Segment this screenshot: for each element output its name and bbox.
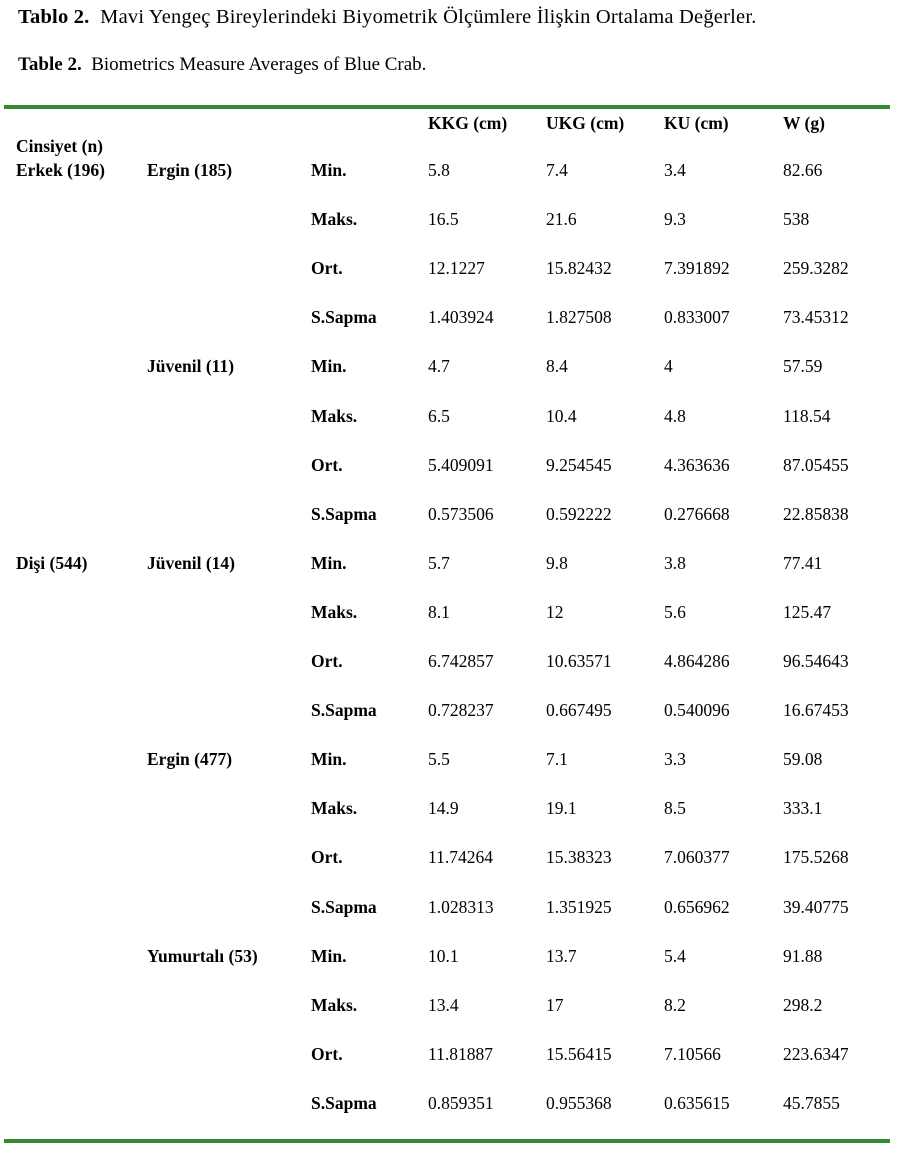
value-cell: 39.40775	[783, 897, 849, 917]
caption-text: Biometrics Measure Averages of Blue Crab.	[91, 54, 427, 75]
stat-label: S.Sapma	[311, 504, 377, 524]
stat-label: Ort.	[311, 258, 343, 278]
value-cell: 0.592222	[546, 504, 612, 524]
stat-label: Min.	[311, 356, 347, 376]
value-cell: 298.2	[783, 995, 823, 1015]
stat-label: Ort.	[311, 455, 343, 475]
group-label: Jüvenil (14)	[147, 553, 235, 573]
value-cell: 5.5	[428, 749, 450, 769]
group-header: Cinsiyet (n)	[16, 136, 104, 156]
stat-label: S.Sapma	[311, 307, 377, 327]
value-cell: 6.5	[428, 406, 450, 426]
value-cell: 22.85838	[783, 504, 849, 524]
value-cell: 0.859351	[428, 1093, 494, 1113]
value-cell: 3.4	[664, 160, 686, 180]
value-cell: 15.56415	[546, 1044, 612, 1064]
table-caption-english	[18, 54, 426, 76]
value-cell: 15.38323	[546, 847, 612, 867]
value-cell: 4	[664, 356, 673, 376]
stat-label: Maks.	[311, 209, 358, 229]
value-cell: 16.67453	[783, 700, 849, 720]
value-cell: 0.573506	[428, 504, 494, 524]
value-cell: 0.833007	[664, 307, 730, 327]
value-cell: 3.3	[664, 749, 686, 769]
value-cell: 9.8	[546, 553, 568, 573]
value-cell: 223.6347	[783, 1044, 849, 1064]
value-cell: 57.59	[783, 356, 823, 376]
stat-label: S.Sapma	[311, 1093, 377, 1113]
value-cell: 96.54643	[783, 651, 849, 671]
stat-label: Ort.	[311, 1044, 343, 1064]
value-cell: 0.955368	[546, 1093, 612, 1113]
value-cell: 91.88	[783, 946, 823, 966]
value-cell: 4.8	[664, 406, 686, 426]
value-cell: 14.9	[428, 798, 459, 818]
value-cell: 7.4	[546, 160, 568, 180]
caption-text: Mavi Yengeç Bireylerindeki Biyometrik Ölçümlere İlişkin Ortalama Değerler.	[100, 6, 757, 28]
value-cell: 125.47	[783, 602, 832, 622]
sex-label: Dişi (544)	[16, 553, 88, 573]
value-cell: 10.4	[546, 406, 577, 426]
value-cell: 5.4	[664, 946, 686, 966]
value-cell: 6.742857	[428, 651, 494, 671]
value-cell: 8.1	[428, 602, 450, 622]
value-cell: 0.635615	[664, 1093, 730, 1113]
value-cell: 4.7	[428, 356, 450, 376]
value-cell: 9.254545	[546, 455, 612, 475]
value-cell: 0.656962	[664, 897, 730, 917]
column-header: W (g)	[783, 113, 825, 133]
value-cell: 21.6	[546, 209, 577, 229]
table-caption-turkish	[18, 6, 757, 29]
column-header: KU (cm)	[664, 113, 729, 133]
value-cell: 1.351925	[546, 897, 612, 917]
column-header: KKG (cm)	[428, 113, 508, 133]
stat-label: Ort.	[311, 651, 343, 671]
value-cell: 7.1	[546, 749, 568, 769]
value-cell: 82.66	[783, 160, 823, 180]
value-cell: 4.864286	[664, 651, 730, 671]
value-cell: 3.8	[664, 553, 686, 573]
value-cell: 73.45312	[783, 307, 849, 327]
value-cell: 9.3	[664, 209, 686, 229]
group-label: Ergin (477)	[147, 749, 233, 769]
table-top-rule	[4, 105, 890, 109]
caption-label: Table 2.	[18, 54, 82, 75]
value-cell: 77.41	[783, 553, 823, 573]
value-cell: 5.8	[428, 160, 450, 180]
value-cell: 259.3282	[783, 258, 849, 278]
value-cell: 8.2	[664, 995, 686, 1015]
value-cell: 11.81887	[428, 1044, 493, 1064]
value-cell: 87.05455	[783, 455, 849, 475]
value-cell: 333.1	[783, 798, 823, 818]
value-cell: 11.74264	[428, 847, 493, 867]
value-cell: 7.060377	[664, 847, 730, 867]
value-cell: 8.4	[546, 356, 568, 376]
value-cell: 0.667495	[546, 700, 612, 720]
value-cell: 13.7	[546, 946, 577, 966]
stat-label: Maks.	[311, 602, 358, 622]
value-cell: 12	[546, 602, 564, 622]
value-cell: 59.08	[783, 749, 823, 769]
value-cell: 45.7855	[783, 1093, 840, 1113]
value-cell: 8.5	[664, 798, 686, 818]
value-cell: 0.276668	[664, 504, 730, 524]
stat-label: S.Sapma	[311, 897, 377, 917]
value-cell: 15.82432	[546, 258, 612, 278]
stat-label: Min.	[311, 749, 347, 769]
value-cell: 10.1	[428, 946, 459, 966]
value-cell: 5.6	[664, 602, 686, 622]
value-cell: 5.409091	[428, 455, 494, 475]
group-label: Yumurtalı (53)	[147, 946, 258, 966]
value-cell: 12.1227	[428, 258, 485, 278]
value-cell: 4.363636	[664, 455, 730, 475]
value-cell: 7.10566	[664, 1044, 721, 1064]
stat-label: Maks.	[311, 995, 358, 1015]
stat-label: Maks.	[311, 798, 358, 818]
value-cell: 1.028313	[428, 897, 494, 917]
value-cell: 175.5268	[783, 847, 849, 867]
value-cell: 17	[546, 995, 564, 1015]
value-cell: 13.4	[428, 995, 459, 1015]
value-cell: 538	[783, 209, 810, 229]
value-cell: 1.827508	[546, 307, 612, 327]
stat-label: S.Sapma	[311, 700, 377, 720]
value-cell: 19.1	[546, 798, 577, 818]
caption-label: Tablo 2.	[18, 6, 90, 28]
group-label: Ergin (185)	[147, 160, 233, 180]
value-cell: 0.540096	[664, 700, 730, 720]
stat-label: Min.	[311, 160, 347, 180]
stat-label: Min.	[311, 946, 347, 966]
sex-label: Erkek (196)	[16, 160, 105, 180]
stat-label: Maks.	[311, 406, 358, 426]
value-cell: 16.5	[428, 209, 459, 229]
stat-label: Min.	[311, 553, 347, 573]
group-label: Jüvenil (11)	[147, 356, 235, 376]
value-cell: 7.391892	[664, 258, 730, 278]
stat-label: Ort.	[311, 847, 343, 867]
value-cell: 1.403924	[428, 307, 494, 327]
value-cell: 118.54	[783, 406, 831, 426]
column-header: UKG (cm)	[546, 113, 625, 133]
value-cell: 5.7	[428, 553, 450, 573]
table-bottom-rule	[4, 1139, 890, 1143]
value-cell: 10.63571	[546, 651, 612, 671]
value-cell: 0.728237	[428, 700, 494, 720]
